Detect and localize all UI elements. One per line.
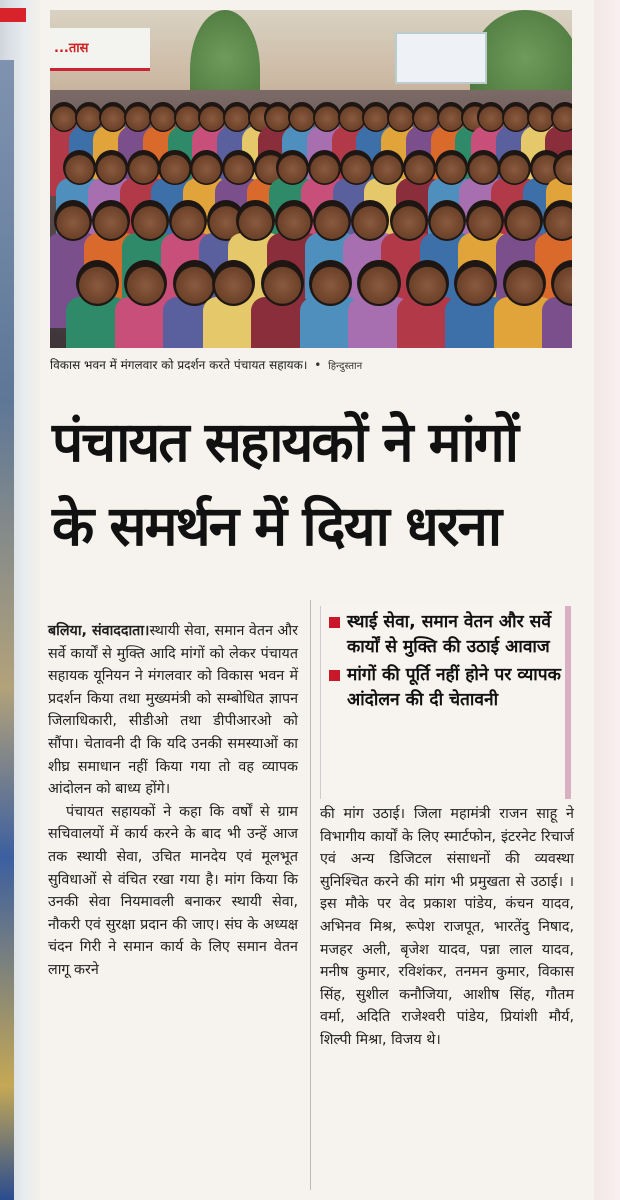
protest-photo bbox=[50, 10, 572, 348]
photo-person-head bbox=[428, 200, 466, 241]
photo-person-head bbox=[467, 150, 500, 185]
highlight-text: स्थाई सेवा, समान वेतन और सर्वे कार्यों से मुक्ति की उठाई आवाज bbox=[347, 612, 551, 657]
photo-person-head bbox=[340, 150, 373, 185]
photo-person-head bbox=[503, 260, 546, 306]
highlight-text: मांगों की पूर्ति नहीं होने पर व्यापक आंदोलन की दी चेतावनी bbox=[347, 665, 561, 710]
headline-line-2: के समर्थन में दिया धरना bbox=[52, 494, 501, 558]
column-divider bbox=[310, 600, 311, 1190]
photo-person-head bbox=[54, 200, 92, 241]
article-column-2 bbox=[320, 803, 574, 1052]
photo-person-head bbox=[169, 200, 207, 241]
photo-person-head bbox=[149, 102, 177, 132]
photo-person-head bbox=[76, 260, 119, 306]
photo-person-head bbox=[502, 102, 530, 132]
photo-credit: हिन्दुस्तान bbox=[328, 361, 363, 372]
photo-person-head bbox=[236, 200, 274, 241]
caption-bullet: • bbox=[314, 358, 322, 372]
paragraph-1-text: स्थायी सेवा, समान वेतन और सर्वे कार्यों से मुक्ति आदि मांगों को लेकर पंचायत सहायक यूनियन ने मंगलवार को विकास भवन में प्रदर्शन किया तथा मुख्यमंत्री को सम्बोधित ज्ञापन जिलाधिकारी, सीडीओ तथा डीपीआरओ को सौंपा। चेतावनी दी कि यदि उनकी समस्याओं का शीघ्र समाधान नहीं किया गया तो वह व्यापक आंदोलन को बाध्य होंगे। bbox=[48, 623, 298, 798]
article-paragraph-2: पंचायत सहायकों ने कहा कि वर्षों से ग्राम सचिवालयों में कार्य करने के बाद भी उन्हें आज तक स्थायी सेवा, उचित मानदेय एवं मूलभूत सुविधाओं से वंचित रखा गया है। मांग किया कि उनकी सेवा नियमावली बनाकर स्थायी सेवा, नौकरी एवं सुरक्षा प्रदान की जाए। संघ के अध्यक्ष चंदन गिरी ने समान कार्य के लिए समान वेतन लागू करने bbox=[48, 803, 298, 978]
adjacent-page-strip bbox=[0, 0, 40, 1200]
photo-person-head bbox=[357, 260, 400, 306]
adjacent-photo-edge bbox=[0, 60, 14, 1200]
highlights-box bbox=[320, 606, 571, 799]
article-paragraph-3: की मांग उठाई। जिला महामंत्री राजन साहू ने विभागीय कार्यों के लिए स्मार्टफोन, इंटरनेट रिचार्ज एवं अन्य डिजिटल संसाधनों की व्यवस्था सुनिश्चित करने की मांग भी प्रमुखता से उठाई। ।इस मौके पर वेद प्रकाश पांडेय, कंचन यादव, अभिनव मिश्र, रूपेश राजपूत, भारतेंदु निषाद, मजहर अली, बृजेश यादव, पन्ना लाल यादव, मनीष कुमार, रविशंकर, तनमन कुमार, विकास सिंह, सुशील कनौजिया, आशीष सिंह, गौतम वर्मा, अदिति राजेश्वरी पांडेय, प्रियांशी मौर्य, शिल्पी मिश्रा, विजय थे। bbox=[320, 806, 574, 1048]
photo-person-head bbox=[313, 102, 341, 132]
photo-person-head bbox=[124, 102, 152, 132]
photo-person-head bbox=[435, 150, 468, 185]
adjacent-page-strip-right bbox=[594, 0, 620, 1200]
photo-person-head bbox=[504, 200, 542, 241]
photo-person-head bbox=[50, 102, 78, 132]
newspaper-page bbox=[40, 0, 594, 1200]
headline bbox=[52, 400, 582, 568]
headline-line-1: पंचायत सहायकों ने मांगों bbox=[52, 410, 517, 474]
highlight-item bbox=[321, 610, 565, 659]
photo-person-head bbox=[212, 260, 255, 306]
photo-person-head bbox=[158, 150, 191, 185]
photo-person-head bbox=[131, 200, 169, 241]
dateline: बलिया, संवाददाता। bbox=[48, 623, 150, 639]
photo-person-head bbox=[261, 260, 304, 306]
photo-caption: विकास भवन में मंगलवार को प्रदर्शन करते पंचायत सहायक। bbox=[50, 358, 308, 372]
photo-person-head bbox=[387, 102, 415, 132]
photo-person-head bbox=[275, 200, 313, 241]
photo-person-head bbox=[551, 102, 572, 132]
red-tab bbox=[0, 8, 26, 22]
photo-person-head bbox=[92, 200, 130, 241]
red-square-bullet-icon bbox=[329, 670, 340, 681]
photo-person-head bbox=[406, 260, 449, 306]
highlight-item bbox=[321, 663, 565, 712]
red-square-bullet-icon bbox=[329, 617, 340, 628]
photo-person-head bbox=[466, 200, 504, 241]
photo-sign-text: ...तास bbox=[54, 41, 89, 56]
article-column-1 bbox=[48, 620, 298, 982]
photo-person-head bbox=[351, 200, 389, 241]
photo-person-head bbox=[127, 150, 160, 185]
photo-person-head bbox=[309, 260, 352, 306]
photo-person-head bbox=[412, 102, 440, 132]
photo-person-head bbox=[313, 200, 351, 241]
photo-sign bbox=[50, 28, 150, 71]
article-paragraph-1 bbox=[48, 620, 298, 801]
photo-poster bbox=[395, 32, 487, 84]
photo-person-head bbox=[223, 102, 251, 132]
photo-person-head bbox=[390, 200, 428, 241]
photo-caption-line bbox=[50, 356, 572, 378]
photo-person-head bbox=[222, 150, 255, 185]
photo-person-head bbox=[477, 102, 505, 132]
